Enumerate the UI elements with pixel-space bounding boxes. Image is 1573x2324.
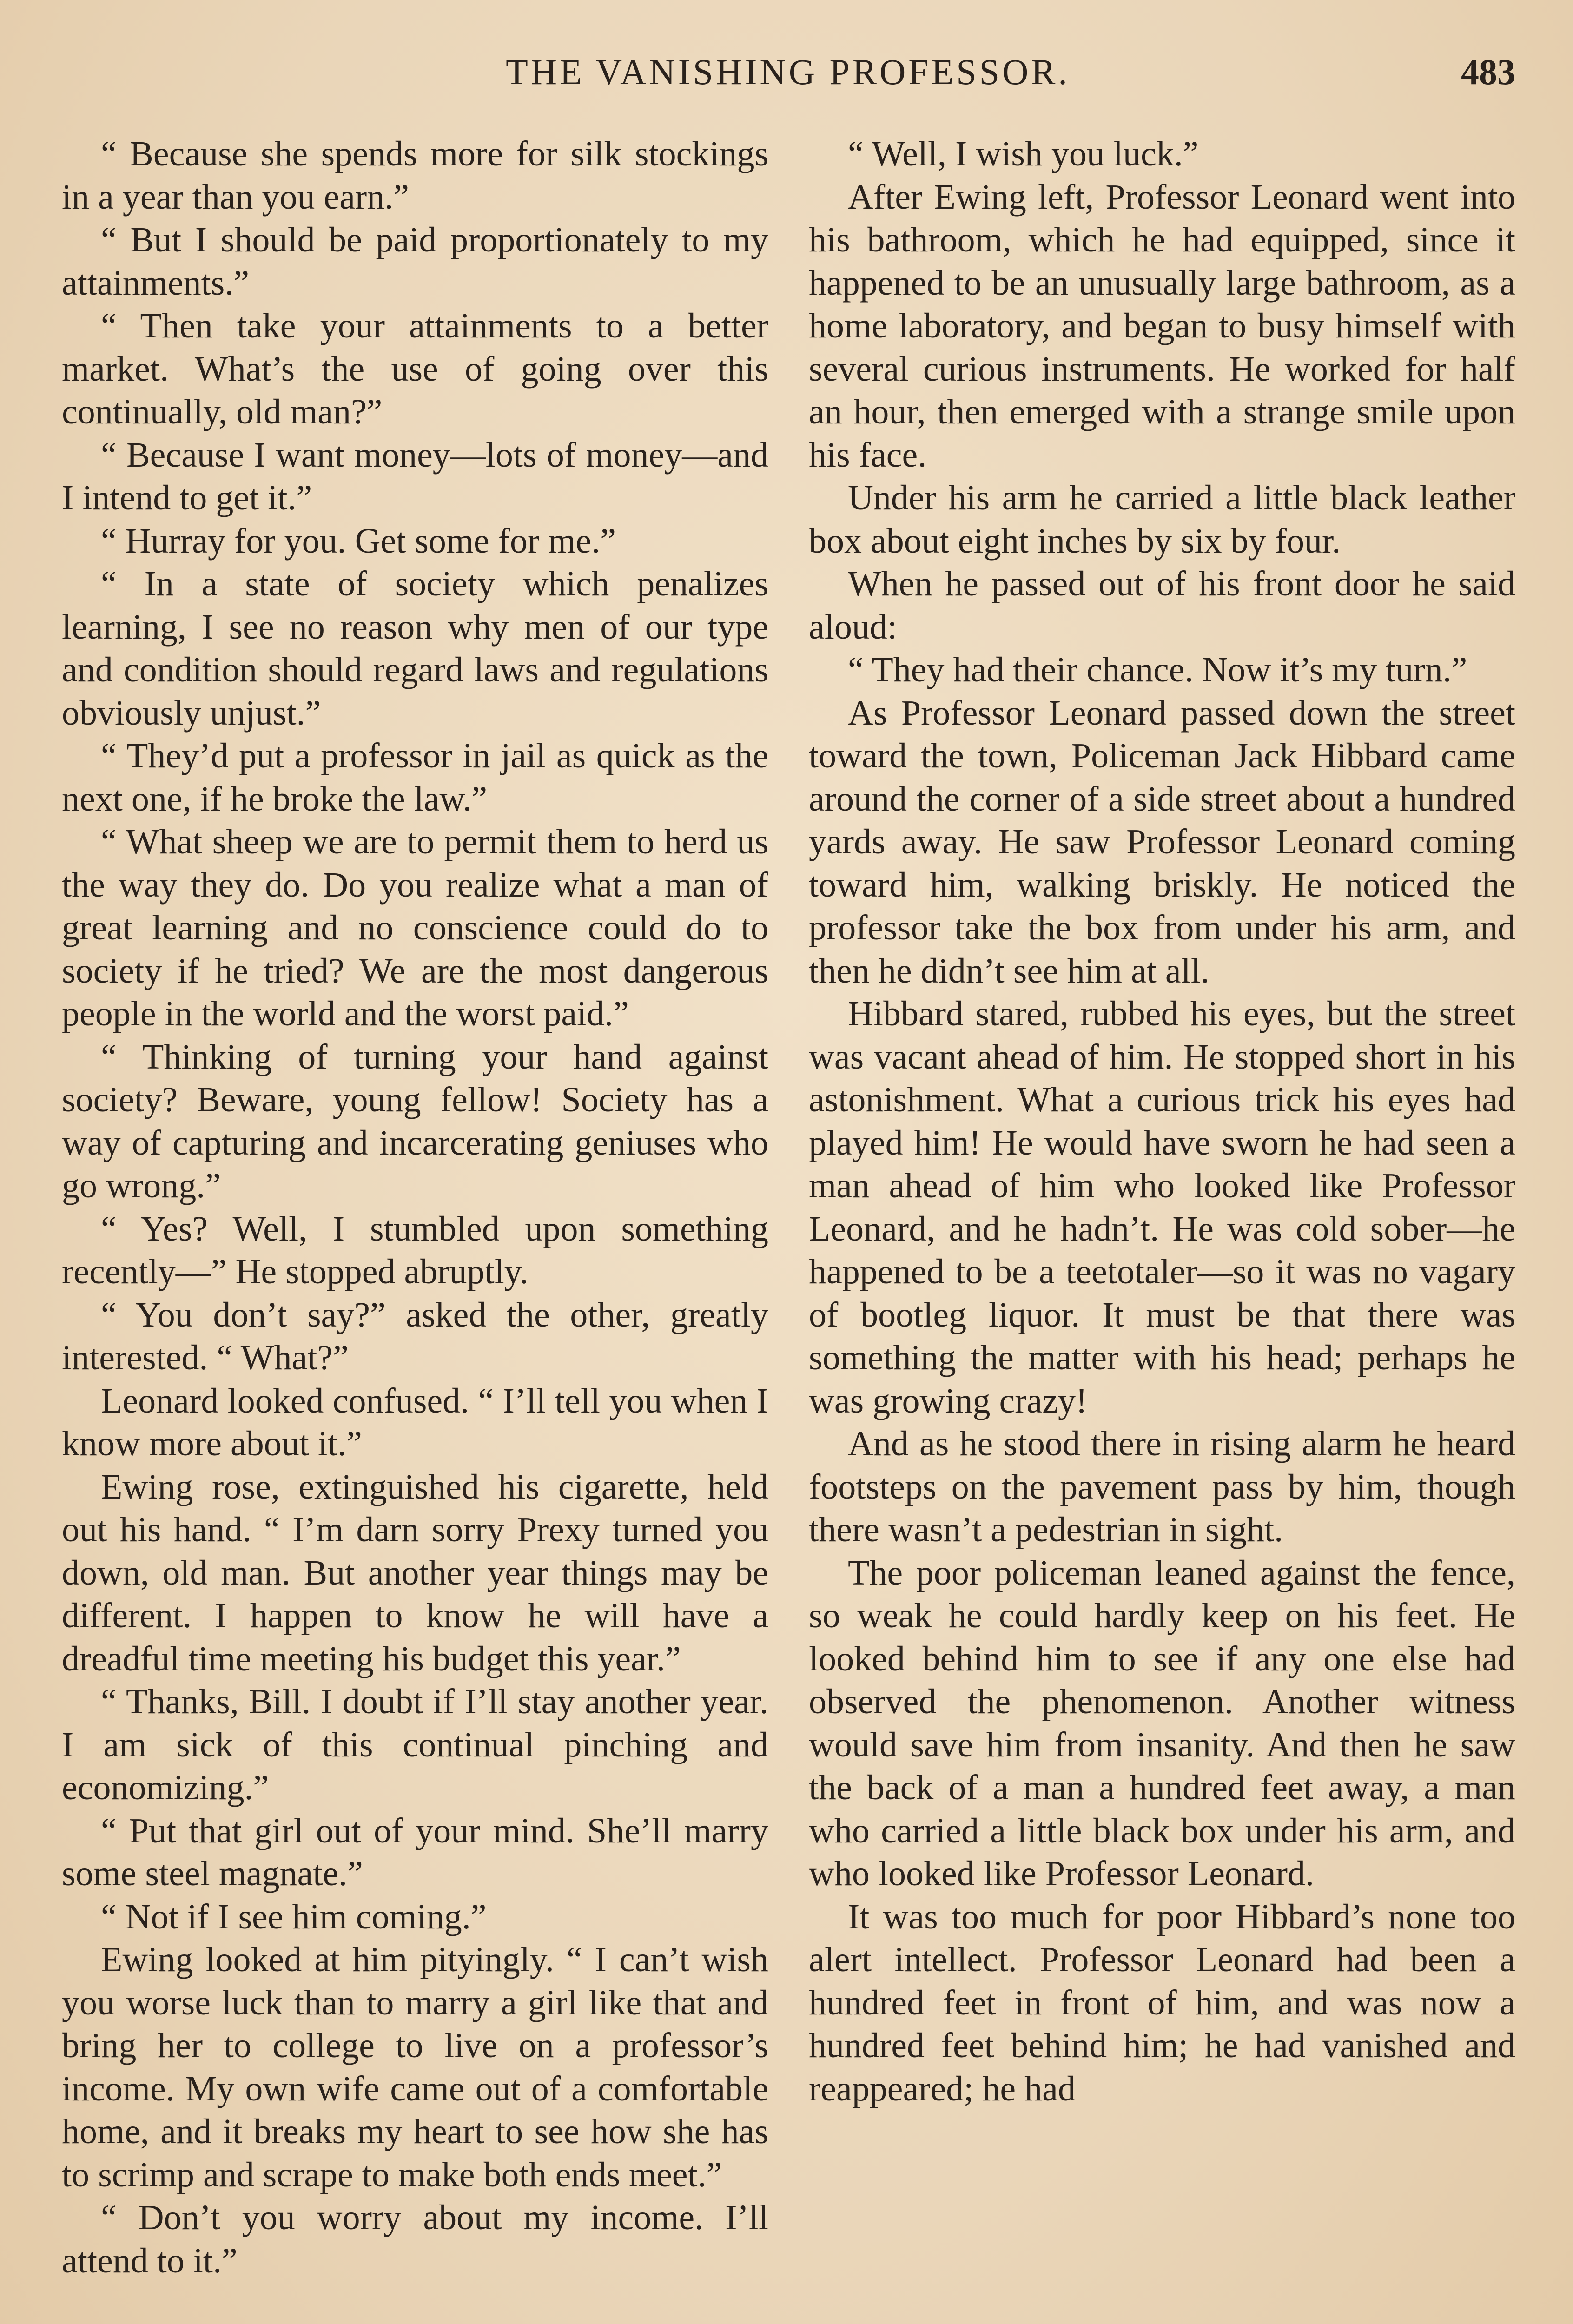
paragraph: “ In a state of society which penalizes learning, I see no reason why men of our type and condition should regard laws and regulations obviously unjust.” [62,564,768,733]
running-title: THE VANISHING PROFESSOR. [506,52,1070,92]
paragraph: Under his arm he carried a little black leather box about eight inches by six by four. [809,478,1515,561]
paragraph: It was too much for poor Hibbard’s none too alert intellect. Professor Leonard had been a hundred feet in front of him, and was now a hundred feet behind him; he had vanished and reappeared; he had [809,1897,1515,2108]
paragraph: When he passed out of his front door he said aloud: [809,564,1515,647]
paragraph: “ Not if I see him coming.” [101,1897,487,1936]
page-number: 483 [1461,52,1515,92]
paragraph: Hibbard stared, rubbed his eyes, but the street was vacant ahead of him. He stopped short in his astonishment. What a curious trick his eyes had played him! He would have sworn he had seen a man ahead of him who looked like Professor Leonard, and he hadn’t. He was cold sober—he happened to be a teetotaler—so it was no vagary of bootleg liquor. It must be that there was something the matter with his head; perhaps he was growing crazy! [809,994,1515,1420]
paragraph: As Professor Leonard passed down the street toward the town, Policeman Jack Hibbard came around the corner of a side street about a hundred yards away. He saw Professor Leonard coming toward him, walking briskly. He noticed the professor take the box from under his arm, and then he didn’t see him at all. [809,693,1515,990]
paragraph: “ Yes? Well, I stumbled upon something recently—” He stopped abruptly. [62,1209,768,1291]
paragraph: Leonard looked confused. “ I’ll tell you when I know more about it.” [62,1381,768,1463]
paragraph: “ Because I want money—lots of money—and I intend to get it.” [62,435,768,517]
paragraph: “ Hurray for you. Get some for me.” [101,521,616,561]
paragraph: “ Don’t you worry about my income. I’ll attend to it.” [62,2198,768,2280]
paragraph: Ewing looked at him pityingly. “ I can’t wish you worse luck than to marry a girl like that and bring her to college to live on a professor’s income. My own wife came out of a comfortable home, and it breaks my heart to see how she has to scrimp and scrape to make both ends meet.” [62,1940,768,2194]
paragraph: “ Thanks, Bill. I doubt if I’ll stay another year. I am sick of this continual pinching and economizing.” [62,1682,768,1807]
paragraph: After Ewing left, Professor Leonard went into his bathroom, which he had equipped, since it happened to be an unusually large bathroom, as a home laboratory, and began to busy himself with several curious instruments. He worked for half an hour, then emerged with a strange smile upon his face. [809,177,1515,475]
page-header [60,44,1515,100]
paragraph: “ But I should be paid proportionately to my attainments.” [62,220,768,303]
paragraph: “ They had their chance. Now it’s my turn.” [848,650,1467,689]
paragraph: “ Then take your attainments to a better market. What’s the use of going over this continually, old man?” [62,306,768,431]
paragraph: Ewing rose, extinguished his cigarette, held out his hand. “ I’m darn sorry Prexy turned you down, old man. But another year things may be different. I happen to know he will have a dreadful time meeting his budget this year.” [62,1467,768,1678]
paragraph: “ Put that girl out of your mind. She’ll marry some steel magnate.” [62,1811,768,1893]
paragraph: And as he stood there in rising alarm he heard footsteps on the pavement pass by him, though there wasn’t a pedestrian in sight. [809,1424,1515,1549]
paragraph: “ They’d put a professor in jail as quick as the next one, if he broke the law.” [62,736,768,819]
right-column [809,132,1515,2110]
paragraph: “ Well, I wish you luck.” [848,134,1199,173]
paragraph: “ You don’t say?” asked the other, greatly interested. “ What?” [62,1295,768,1377]
paragraph: “ What sheep we are to permit them to herd us the way they do. Do you realize what a man of great learning and no conscience could do to society if he tried? We are the most dangerous people in the world and the worst paid.” [62,822,768,1033]
paragraph: “ Thinking of turning your hand against society? Beware, young fellow! Society has a way of capturing and incarcerating geniuses who go wrong.” [62,1037,768,1205]
left-column [62,132,768,2282]
paragraph: “ Because she spends more for silk stockings in a year than you earn.” [62,134,768,217]
paragraph: The poor policeman leaned against the fence, so weak he could hardly keep on his feet. He looked behind him to see if any one else had observed the phenomenon. Another witness would save him from insanity. And then he saw the back of a man a hundred feet away, a man who carried a little black box under his arm, and who looked like Professor Leonard. [809,1553,1515,1893]
